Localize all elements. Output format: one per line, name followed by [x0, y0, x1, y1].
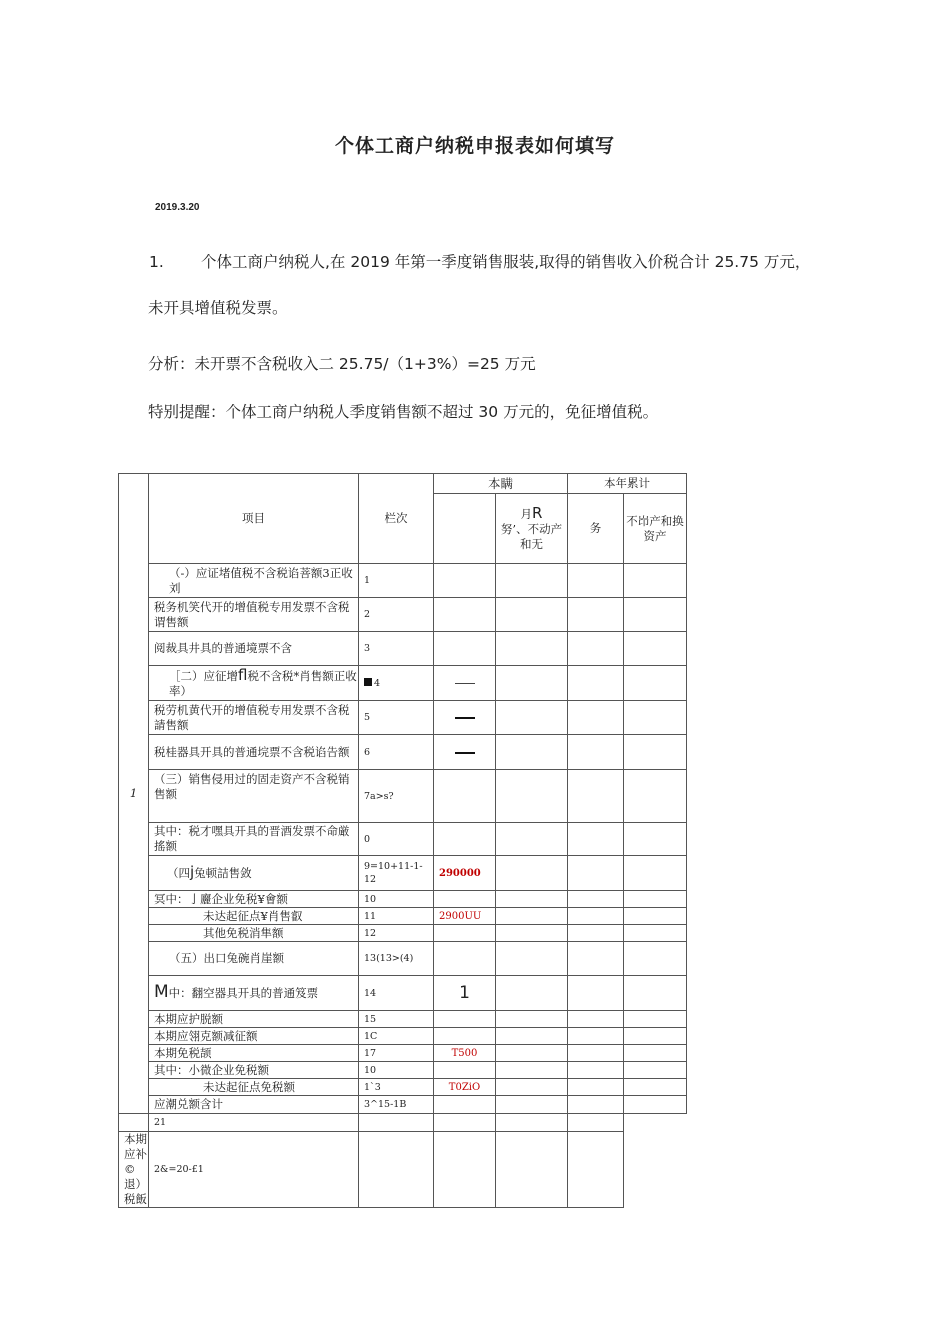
table-row: 冥中：亅廲企业免税¥會额 10: [119, 891, 687, 908]
header-sub-empty: [434, 494, 496, 564]
table-row: 税务机笑代开的增值税专用发票不含税谓售额 2: [119, 598, 687, 632]
reminder-paragraph: 特别提醒：个体工商户纳税人季度销售额不超过 30 万元的，免征增值税。: [148, 403, 659, 421]
table-row: 21: [119, 1114, 687, 1132]
dash-mark: [455, 752, 475, 754]
header-sub-services: 务: [568, 494, 624, 564]
table-row: 本期免税颉 17 T500: [119, 1045, 687, 1062]
section-label-1: 1: [119, 474, 149, 1114]
table-row: 其他免税消隼额 12: [119, 925, 687, 942]
table-row: （-）应证堵值税不含税谄菩额3正收刘 1: [119, 564, 687, 598]
table-row: 未达起征点¥肖售叡 11 2900UU: [119, 908, 687, 925]
table-row: 其中：税才嘿具开具的晋酒发票不命厳搖额 0: [119, 823, 687, 856]
header-this-year: 本年累计: [568, 474, 687, 494]
table-row: ［二）应征增fl税不含税*肖售额正收率） 4: [119, 666, 687, 701]
analysis-paragraph: 分析：未开票不含税收入二 25.75/（1+3%）=25 万元: [148, 355, 536, 373]
table-row: M中：翻空器具开具的普通笈票 14 1: [119, 976, 687, 1011]
paragraph-1-text: 个体工商户纳税人,在 2019 年第一季度销售服装,取得的销售收入价税合计 25.75 万元，: [201, 253, 811, 271]
table-row: 本期应补©退）税飯 2&=20-£1: [119, 1132, 687, 1208]
square-bullet-icon: [364, 678, 372, 686]
paragraph-1-line-1: [149, 250, 810, 272]
paragraph-1-line-2: 未开具增值税发票。: [148, 299, 288, 317]
dash-mark: [455, 717, 475, 719]
header-this-period: 本瞒: [434, 474, 568, 494]
dash-mark: [455, 683, 475, 684]
table-row: 未达起征点免税额 1`3 T0ZiO: [119, 1079, 687, 1096]
table-row: 应潮兑额含计 3^15-1B: [119, 1096, 687, 1114]
document-date: 2019.3.20: [155, 202, 200, 213]
header-sub-assets: 不岇产和换资产: [624, 494, 687, 564]
table-row: 本期应护脱额 15: [119, 1011, 687, 1028]
header-column-number: 栏次: [359, 474, 434, 564]
document-title: 个体工商户纳税申报表如何填写: [334, 135, 615, 157]
table-row: （四j兔顿詰售敛 9=10+11-1-12 290000: [119, 856, 687, 891]
table-row: 阅裁具井具的普通境票不含 3: [119, 632, 687, 666]
header-sub-goods: 月R 努’、不动产和无: [496, 494, 568, 564]
table-row: （三）销售侵用过的固走资产不含税销售额 7a>s?: [119, 770, 687, 823]
table-row: 税桂器具开具的普通垸票不含税谄告额 6: [119, 735, 687, 770]
table-row: 其中：小微企业免税额 10: [119, 1062, 687, 1079]
tax-return-table: [118, 473, 687, 1208]
table-row: 税劳机黄代开的增值税专用发票不含税請售额 5: [119, 701, 687, 735]
paragraph-1-number: 1.: [149, 253, 164, 271]
table-row: （五）出口兔碗肖崖额 13(13>(4): [119, 942, 687, 976]
table-row: 本期应翎克额减征额 1C: [119, 1028, 687, 1045]
header-item: 项目: [149, 474, 359, 564]
